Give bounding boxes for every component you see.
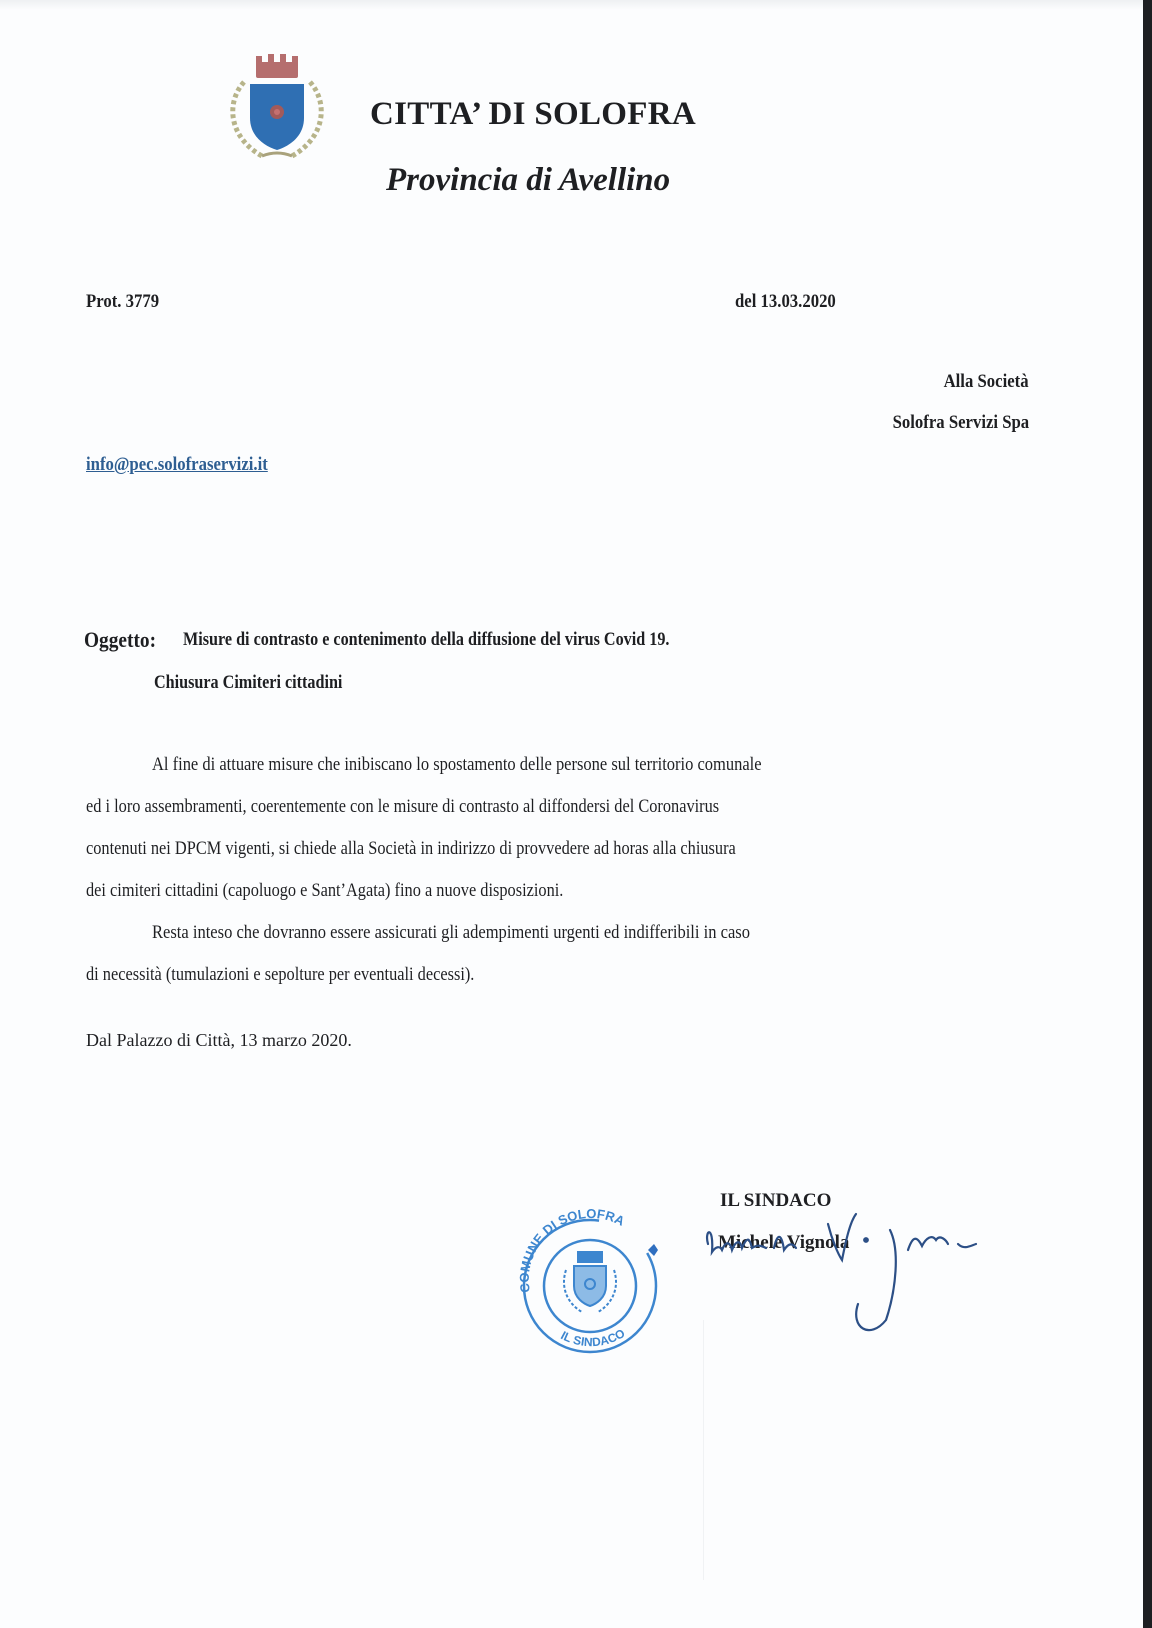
recipient-email-link[interactable]: info@pec.solofraservizi.it <box>86 454 268 475</box>
city-title: CITTA’ DI SOLOFRA <box>370 96 696 132</box>
stamp-crest-icon <box>564 1252 616 1312</box>
recipient-line-1: Alla Società <box>944 371 1029 392</box>
scan-artifact-line <box>703 1320 704 1580</box>
protocol-date: del 13.03.2020 <box>735 291 836 312</box>
protocol-number: Prot. 3779 <box>86 291 160 312</box>
coat-of-arms-icon <box>222 52 332 164</box>
body-line: Al fine di attuare misure che inibiscano lo spostamento delle persone sul territorio comunale <box>152 754 762 775</box>
official-stamp-icon <box>508 1208 673 1356</box>
body-line: Resta inteso che dovranno essere assicurati gli adempimenti urgenti ed indifferibili in caso <box>152 922 750 943</box>
crown-icon <box>256 54 298 78</box>
body-line: di necessità (tumulazioni e sepolture per eventuali decessi). <box>86 964 475 985</box>
scan-top-shadow <box>0 0 1143 10</box>
subject-line-2: Chiusura Cimiteri cittadini <box>154 672 343 693</box>
signatory-name: Michele Vignola <box>718 1232 850 1253</box>
scan-dark-edge <box>1143 0 1152 1628</box>
stamp-text-top: COMUNE DI SOLOFRA <box>516 1208 628 1294</box>
stamp-text-bottom: IL SINDACO <box>558 1325 628 1350</box>
body-line: ed i loro assembramenti, coerentemente con le misure di contrasto al diffondersi del Coronavirus <box>86 796 720 817</box>
province-subtitle: Provincia di Avellino <box>386 162 671 198</box>
body-line: dei cimiteri cittadini (capoluogo e Sant’Agata) fino a nuove disposizioni. <box>86 880 564 901</box>
svg-text:COMUNE DI SOLOFRA <box>517 1208 628 1294</box>
recipient-line-2: Solofra Servizi Spa <box>892 412 1029 433</box>
place-and-date: Dal Palazzo di Città, 13 marzo 2020. <box>86 1030 352 1050</box>
subject-label: Oggetto: <box>84 627 157 652</box>
subject-line-1: Misure di contrasto e contenimento della diffusione del virus Covid 19. <box>183 629 670 650</box>
signatory-title: IL SINDACO <box>720 1190 832 1211</box>
body-line: contenuti nei DPCM vigenti, si chiede alla Società in indirizzo di provvedere ad horas alla chiusura <box>86 838 736 859</box>
handwritten-signature <box>700 1210 990 1350</box>
